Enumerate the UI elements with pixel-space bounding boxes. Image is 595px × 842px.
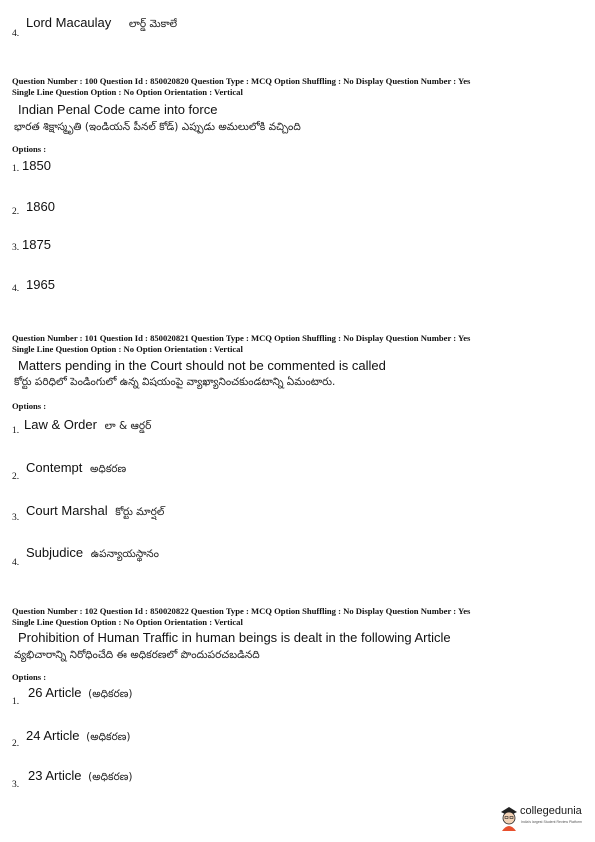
- question-telugu: వ్యభిచారాన్ని నిరోధించేది ఈ అధికరణలో పొందుపరచబడినది: [14, 649, 260, 661]
- option-text: [24, 417, 151, 435]
- option-text: [28, 768, 133, 786]
- option-label: Court Marshal: [26, 503, 108, 518]
- option-text: 1875: [22, 237, 51, 252]
- option-label: Contempt: [26, 460, 83, 475]
- option-text: [26, 503, 164, 521]
- question-telugu: భారత శిక్షాస్మృతి (ఇండియన్ పీనల్ కోడ్) ఎప్పుడు అమలులోకి వచ్చింది: [14, 121, 301, 133]
- options-heading: Options :: [12, 144, 47, 154]
- option-telugu: (అధికరణ): [88, 771, 133, 783]
- option-label: 23 Article: [28, 768, 82, 783]
- option-text: 1850: [22, 158, 51, 173]
- logo-tagline: India's largest Student Review Platform: [521, 820, 582, 824]
- question-meta-line1: Question Number : 100 Question Id : 850020820 Question Type : MCQ Option Shuffling : No Display Question Number : Yes: [12, 76, 471, 86]
- options-heading: Options :: [12, 401, 47, 411]
- option-telugu: (అధికరణ): [88, 688, 133, 700]
- mascot-icon: [498, 803, 520, 833]
- question-meta: [12, 606, 587, 627]
- question-telugu: కోర్టు పరిధిలో పెండింగులో ఉన్న విషయంపై వ్యాఖ్యానించకుండటాన్ని ఏమంటారు.: [14, 376, 336, 388]
- option-number: 2.: [12, 207, 20, 217]
- question-text: Prohibition of Human Traffic in human beings is dealt in the following Article: [18, 630, 451, 645]
- option-text: [26, 728, 131, 746]
- option-label: Lord Macaulay: [26, 15, 112, 30]
- option-number: 3.: [12, 513, 20, 523]
- option-number: 4.: [12, 29, 20, 39]
- options-heading: Options :: [12, 672, 47, 682]
- option-text: [28, 685, 133, 703]
- option-text: [26, 15, 177, 33]
- question-meta-line2: Single Line Question Option : No Option Orientation : Vertical: [12, 86, 243, 97]
- option-text: 1965: [26, 277, 55, 292]
- option-number: 4.: [12, 558, 20, 568]
- option-number: 2.: [12, 472, 20, 482]
- question-meta-line1: Question Number : 101 Question Id : 850020821 Question Type : MCQ Option Shuffling : No Display Question Number : Yes: [12, 333, 471, 343]
- question-meta-line2: Single Line Question Option : No Option Orientation : Vertical: [12, 343, 243, 354]
- option-label: 26 Article: [28, 685, 82, 700]
- option-telugu: ఉపన్యాయస్థానం: [90, 548, 159, 560]
- question-meta: [12, 333, 587, 354]
- question-meta-line2: Single Line Question Option : No Option Orientation : Vertical: [12, 616, 243, 627]
- option-text: 1860: [26, 199, 55, 214]
- option-telugu: అధికరణ: [90, 463, 127, 475]
- question-text: Matters pending in the Court should not be commented is called: [18, 358, 386, 373]
- question-text: Indian Penal Code came into force: [18, 102, 218, 117]
- option-telugu: లా & ఆర్డర్: [104, 420, 152, 432]
- option-text: [26, 460, 126, 478]
- question-meta-line1: Question Number : 102 Question Id : 850020822 Question Type : MCQ Option Shuffling : No Display Question Number : Yes: [12, 606, 471, 616]
- option-telugu: లార్డ్ మెకాలే: [128, 18, 178, 30]
- option-number: 2.: [12, 739, 20, 749]
- question-meta: [12, 76, 587, 97]
- option-telugu: (అధికరణ): [86, 731, 131, 743]
- option-label: Law & Order: [24, 417, 97, 432]
- option-number: 1.: [12, 697, 20, 707]
- option-number: 1.: [12, 164, 20, 174]
- option-text: [26, 545, 159, 563]
- collegedunia-logo: [498, 803, 590, 835]
- logo-wordmark: collegedunia: [520, 805, 582, 817]
- option-number: 3.: [12, 243, 20, 253]
- option-number: 1.: [12, 426, 20, 436]
- option-label: 24 Article: [26, 728, 80, 743]
- option-telugu: కోర్టు మార్షల్: [115, 506, 165, 518]
- option-number: 4.: [12, 284, 20, 294]
- option-label: Subjudice: [26, 545, 84, 560]
- option-number: 3.: [12, 780, 20, 790]
